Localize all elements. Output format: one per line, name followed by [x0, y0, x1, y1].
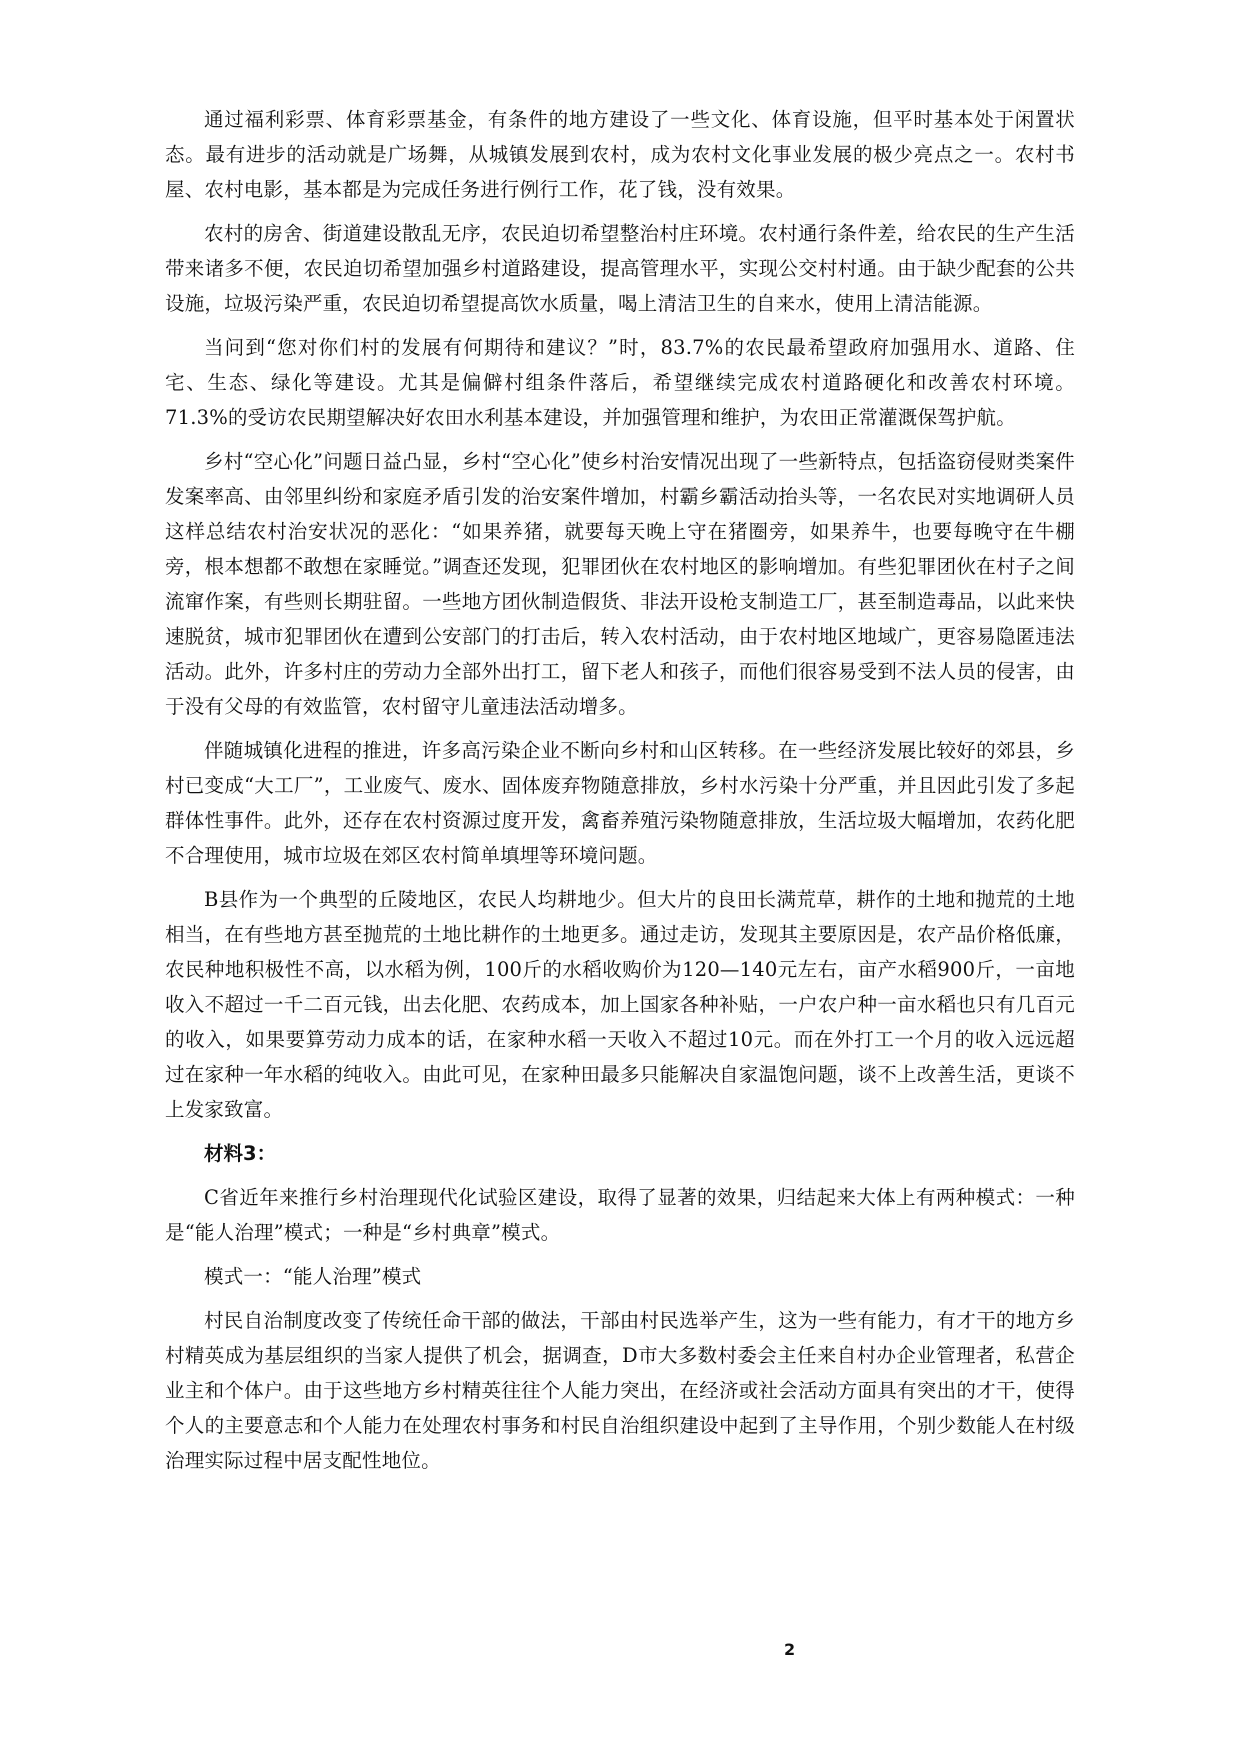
paragraph-pollution: 伴随城镇化进程的推进，许多高污染企业不断向乡村和山区转移。在一些经济发展比较好的郊县，乡村已变成“大工厂”，工业废气、废水、固体废弃物随意排放，乡村水污染十分严重，并且因此引发了多起群体性事件。此外，还存在农村资源过度开发，禽畜养殖污染物随意排放，生活垃圾大幅增加，农药化肥不合理使用，城市垃圾在郊区农村简单填埋等环境问题。 [165, 739, 1075, 867]
paragraph-farmland: B县作为一个典型的丘陵地区，农民人均耕地少。但大片的良田长满荒草，耕作的土地和抛荒的土地相当，在有些地方甚至抛荒的土地比耕作的土地更多。通过走访，发现其主要原因是，农产品价格低廉，农民种地积极性不高，以水稻为例，100斤的水稻收购价为120—140元左右，亩产水稻900斤，一亩地收入不超过一千二百元钱，出去化肥、农药成本，加上国家各种补贴，一户农户种一亩水稻也只有几百元的收入，如果要算劳动力成本的话，在家种水稻一天收入不超过10元。而在外打工一个月的收入远远超过在家种一年水稻的纯收入。由此可见，在家种田最多只能解决自家温饱问题，谈不上改善生活，更谈不上发家致富。 [165, 888, 1075, 1121]
section-heading-material-3: 材料3： [204, 1142, 277, 1165]
page-number: 2 [784, 1640, 796, 1659]
subheading-mode-one: 模式一：“能人治理”模式 [204, 1265, 422, 1288]
paragraph-facilities: 通过福利彩票、体育彩票基金，有条件的地方建设了一些文化、体育设施，但平时基本处于闲置状态。最有进步的活动就是广场舞，从城镇发展到农村，成为农村文化事业发展的极少亮点之一。农村书屋、农村电影，基本都是为完成任务进行例行工作，花了钱，没有效果。 [165, 108, 1075, 201]
paragraph-survey: 当问到“您对你们村的发展有何期待和建议？”时，83.7%的农民最希望政府加强用水、道路、住宅、生态、绿化等建设。尤其是偏僻村组条件落后，希望继续完成农村道路硬化和改善农村环境。71.3%的受访农民期望解决好农田水利基本建设，并加强管理和维护，为农田正常灌溉保驾护航。 [165, 336, 1075, 429]
paragraph-capable-governance: 村民自治制度改变了传统任命干部的做法，干部由村民选举产生，这为一些有能力，有才干的地方乡村精英成为基层组织的当家人提供了机会，据调查，D市大多数村委会主任来自村办企业管理者，私营企业主和个体户。由于这些地方乡村精英往往个人能力突出，在经济或社会活动方面具有突出的才干，使得个人的主要意志和个人能力在处理农村事务和村民自治组织建设中起到了主导作用，个别少数能人在村级治理实际过程中居支配性地位。 [165, 1309, 1075, 1472]
paragraph-public-security: 乡村“空心化”问题日益凸显，乡村“空心化”使乡村治安情况出现了一些新特点，包括盗窃侵财类案件发案率高、由邻里纠纷和家庭矛盾引发的治安案件增加，村霸乡霸活动抬头等，一名农民对实地调研人员这样总结农村治安状况的恶化：“如果养猪，就要每天晚上守在猪圈旁，如果养牛，也要每晚守在牛棚旁，根本想都不敢想在家睡觉。”调查还发现，犯罪团伙在农村地区的影响增加。有些犯罪团伙在村子之间流窜作案，有些则长期驻留。一些地方团伙制造假货、非法开设枪支制造工厂，甚至制造毒品，以此来快速脱贫，城市犯罪团伙在遭到公安部门的打击后，转入农村活动，由于农村地区地域广，更容易隐匿违法活动。此外，许多村庄的劳动力全部外出打工，留下老人和孩子，而他们很容易受到不法人员的侵害，由于没有父母的有效监管，农村留守儿童违法活动增多。 [165, 450, 1075, 718]
paragraph-governance-intro: C省近年来推行乡村治理现代化试验区建设，取得了显著的效果，归结起来大体上有两种模式：一种是“能人治理”模式；一种是“乡村典章”模式。 [165, 1186, 1075, 1244]
paragraph-environment: 农村的房舍、街道建设散乱无序，农民迫切希望整治村庄环境。农村通行条件差，给农民的生产生活带来诸多不便，农民迫切希望加强乡村道路建设，提高管理水平，实现公交村村通。由于缺少配套的公共设施，垃圾污染严重，农民迫切希望提高饮水质量，喝上清洁卫生的自来水，使用上清洁能源。 [165, 222, 1075, 315]
document-page [165, 102, 1075, 1487]
